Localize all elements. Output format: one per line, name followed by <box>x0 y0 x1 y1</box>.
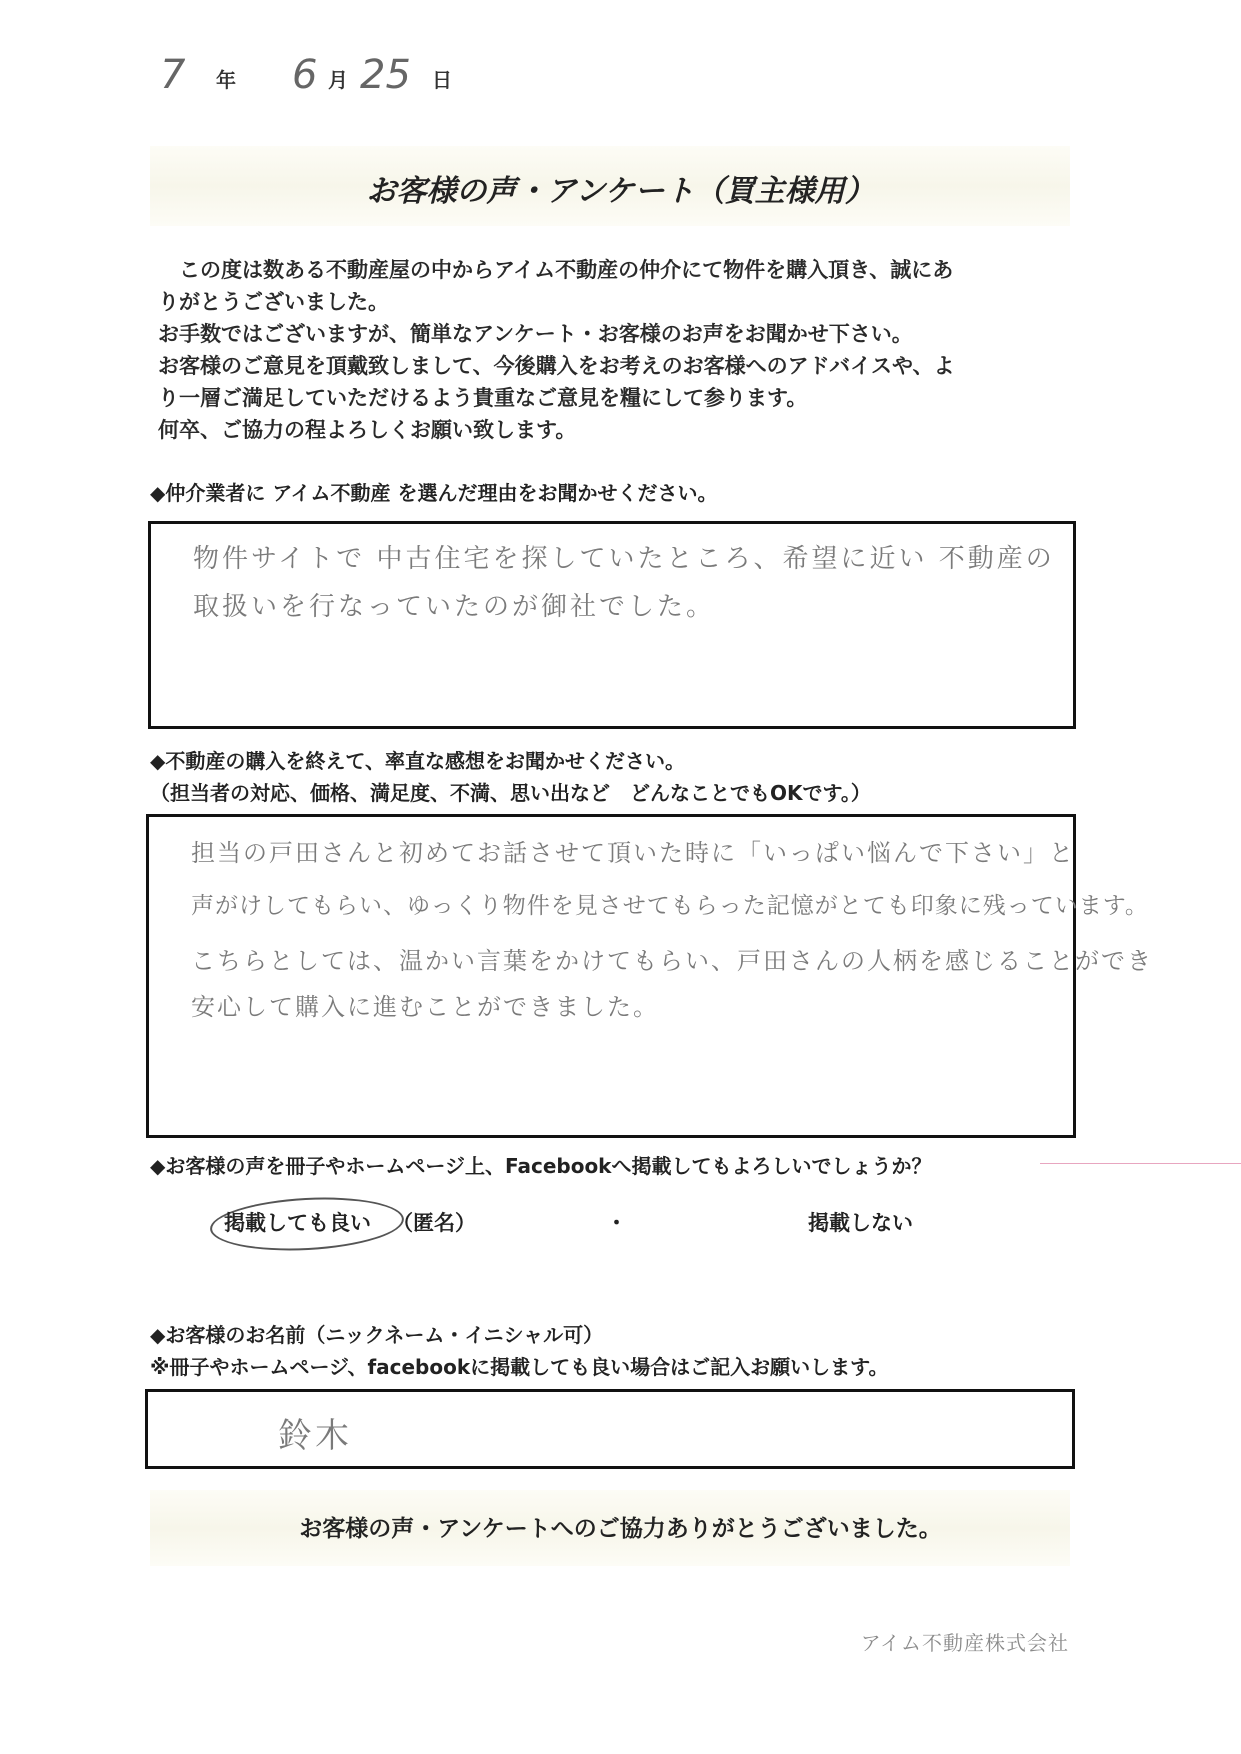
name-answer-box[interactable] <box>145 1389 1075 1469</box>
question-1-label: ◆仲介業者に アイム不動産 を選んだ理由をお聞かせください。 <box>150 481 718 505</box>
date-month-value: 6 <box>292 52 318 98</box>
footer-thanks: お客様の声・アンケートへのご協力ありがとうございました。 <box>299 1516 942 1542</box>
handwritten-answer-line: 安心して購入に進むことができました。 <box>191 993 659 1021</box>
intro-line: お手数ではございますが、簡単なアンケート・お客様のお声をお聞かせ下さい。 <box>158 322 913 346</box>
question-1-answer-box[interactable] <box>148 521 1076 729</box>
date-month-label: 月 <box>328 68 348 92</box>
date-day-value: 25 <box>360 52 411 98</box>
handwritten-answer-line: 物件サイトで 中古住宅を探していたところ、希望に近い 不動産の <box>193 544 1055 574</box>
handwritten-answer-line: 取扱いを行なっていたのが御社でした。 <box>193 592 716 622</box>
option-publish-ok[interactable]: 掲載しても良い <box>224 1211 371 1235</box>
company-name: アイム不動産株式会社 <box>860 1631 1069 1655</box>
handwritten-name: 鈴木 <box>278 1416 352 1456</box>
date-day-label: 日 <box>432 68 452 92</box>
intro-text <box>158 254 1078 446</box>
date-year-value: 7 <box>160 52 186 98</box>
option-separator: ・ <box>606 1211 627 1235</box>
question-2-sublabel: （担当者の対応、価格、満足度、不満、思い出など どんなことでもOKです。） <box>150 781 871 805</box>
question-2-answer-box[interactable] <box>146 814 1153 1138</box>
question-2-label: ◆不動産の購入を終えて、率直な感想をお聞かせください。 <box>150 749 685 773</box>
intro-line: りがとうございました。 <box>158 290 389 314</box>
handwritten-answer-line: 担当の戸田さんと初めてお話させて頂いた時に「いっぱい悩んで下さい」と <box>191 839 1075 867</box>
handwritten-answer-line: 声がけしてもらい、ゆっくり物件を見させてもらった記憶がとても印象に残っています。 <box>191 893 1149 919</box>
intro-line: り一層ご満足していただけるよう貴重なご意見を糧にして参ります。 <box>158 386 808 410</box>
intro-line: この度は数ある不動産屋の中からアイム不動産の仲介にて物件を購入頂き、誠にあ <box>158 258 954 282</box>
question-4-label: ◆お客様のお名前（ニックネーム・イニシャル可） <box>150 1323 604 1347</box>
date-row <box>160 52 560 102</box>
question-3-label: ◆お客様の声を冊子やホームページ上、Facebookへ掲載してもよろしいでしょうか？ <box>150 1154 932 1178</box>
intro-line: お客様のご意見を頂戴致しまして、今後購入をお考えのお客様へのアドバイスや、よ <box>158 354 955 378</box>
page-title: お客様の声・アンケート（買主様用） <box>366 174 875 209</box>
handwritten-answer-line: こちらとしては、温かい言葉をかけてもらい、戸田さんの人柄を感じることができ <box>191 947 1153 975</box>
question-4-note: ※冊子やホームページ、facebookに掲載しても良い場合はご記入お願いします。 <box>150 1355 889 1379</box>
option-anonymous: （匿名） <box>392 1211 476 1235</box>
pink-divider <box>1040 1163 1241 1164</box>
intro-line: 何卒、ご協力の程よろしくお願い致します。 <box>158 418 577 442</box>
date-year-label: 年 <box>216 68 236 92</box>
option-publish-no[interactable]: 掲載しない <box>808 1211 913 1235</box>
